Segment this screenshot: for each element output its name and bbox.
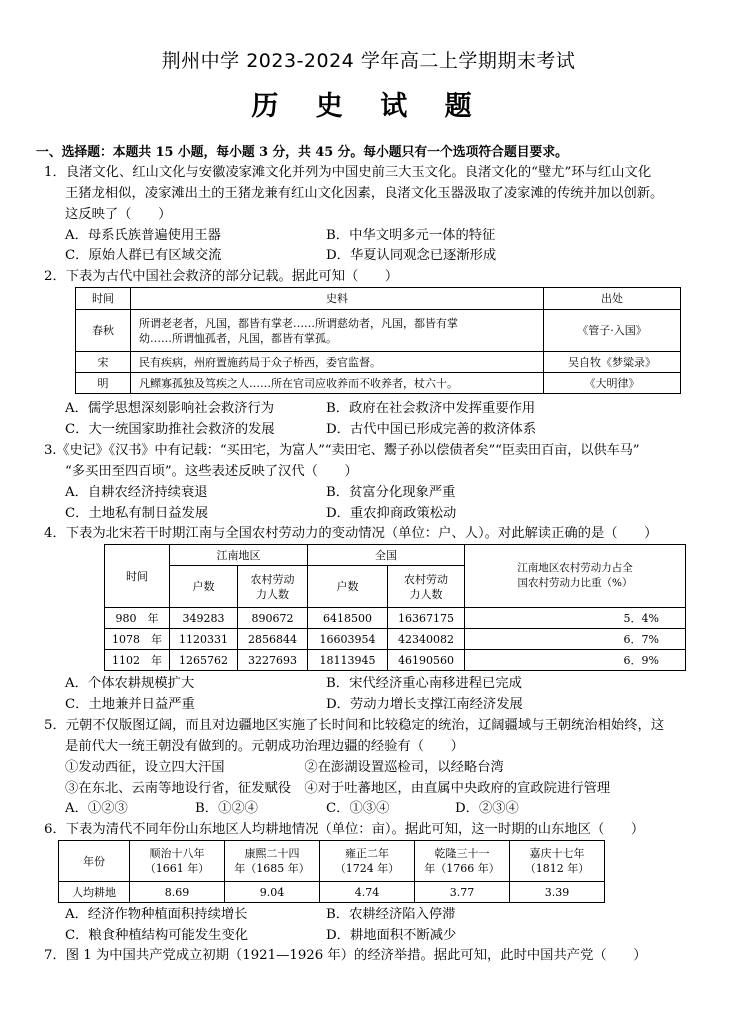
q4-cell-jn-labor: 2856844 [238, 629, 308, 650]
q5-option-b: B．①②④ [195, 801, 258, 816]
q6-value: 3.39 [510, 882, 605, 903]
q2-row-source: 吴自牧《梦粱录》 [544, 352, 681, 373]
q5-line-3: ①发动西征，设立四大汗国 ②在澎湖设置巡检司，以经略台湾 [65, 760, 504, 775]
q4-option-a: A．个体农耕规模扩大 [65, 676, 195, 691]
q4-cell-nat-households: 18113945 [308, 650, 388, 671]
q1-option-b: B．中华文明多元一体的特征 [326, 228, 496, 243]
q2-row-source: 《管子·入国》 [544, 310, 681, 352]
q2-row-text: 凡鳏寡孤独及笃疾之人……所在官司应收养而不收养者，杖六十。 [131, 373, 544, 394]
q2-header-origin: 出处 [544, 288, 681, 310]
q4-header-labor-line: 力人数 [256, 587, 289, 601]
q4-cell-jn-labor: 3227693 [238, 650, 308, 671]
q1-option-c: C．原始人群已有区域交流 [65, 248, 222, 263]
q4-header-jiangnan: 江南地区 [170, 545, 308, 566]
q4-cell-year: 1102 年 [105, 650, 170, 671]
section-heading: 一、选择题：本题共 15 小题，每小题 3 分，共 45 分。每小题只有一个选项符合题目要求。 [36, 145, 568, 160]
q4-option-b: B．宋代经济重心南移进程已完成 [326, 676, 522, 691]
q2-header-time: 时间 [76, 288, 131, 310]
q6-value: 9.04 [225, 882, 320, 903]
q4-option-d: D．劳动力增长支撑江南经济发展 [326, 697, 523, 712]
q3-option-b: B．贫富分化现象严重 [326, 485, 456, 500]
q2-option-b: B．政府在社会救济中发挥重要作用 [326, 401, 536, 416]
q4-row-1078 [105, 629, 686, 650]
q5-option-c: C．①③④ [326, 801, 390, 816]
q6-header-year-1 [130, 841, 225, 882]
q6-value: 3.77 [415, 882, 510, 903]
q6-reign-name: 顺治十八年 [149, 847, 205, 860]
q4-cell-jn-households: 1120331 [170, 629, 238, 650]
q4-header-time: 时间 [105, 545, 170, 608]
q6-option-b: B．农耕经济陷入停滞 [326, 907, 456, 922]
q1-line-3: 这反映了（ ） [65, 207, 172, 222]
q4-header-labor-line: 农村劳动 [404, 572, 448, 586]
q4-header-nation: 全国 [308, 545, 465, 566]
q4-header-ratio [465, 545, 686, 608]
q4-cell-year: 1078 年 [105, 629, 170, 650]
q4-cell-nat-labor: 46190560 [388, 650, 465, 671]
q4-header-jn-labor [238, 566, 308, 608]
q2-row-source: 《大明律》 [544, 373, 681, 394]
q4-cell-ratio: 6．7% [465, 629, 686, 650]
q6-ad-year: （1812 年） [524, 862, 590, 875]
q4-header-ratio-line: 江南地区农村劳动力占全 [517, 562, 633, 574]
q4-cell-jn-households: 1265762 [170, 650, 238, 671]
q6-option-c: C．粮食种植结构可能发生变化 [65, 928, 249, 943]
q5-option-a: A．①②③ [65, 801, 128, 816]
q4-stem: 4．下表为北宋若干时期江南与全国农村劳动力的变动情况（单位：户、人）。对此解读正确的是（ ） [44, 526, 658, 541]
q6-header-year-3 [320, 841, 415, 882]
q5-option-d: D．②③④ [455, 801, 519, 816]
q2-stem: 2．下表为古代中国社会救济的部分记载。据此可知（ ） [44, 269, 399, 284]
q1-option-d: D．华夏认同观念已逐渐形成 [326, 248, 497, 263]
q2-row-text-line: 所谓老老者，凡国，都皆有掌老……所谓慈幼者，凡国，都皆有掌 [139, 316, 458, 330]
q3-option-d: D．重农抑商政策松动 [326, 506, 457, 521]
q4-header-labor-line: 农村劳动 [250, 572, 295, 586]
q2-header-source-text: 史料 [131, 288, 544, 310]
q4-cell-nat-labor: 16367175 [388, 608, 465, 629]
q6-header-year-5 [510, 841, 605, 882]
q6-option-a: A．经济作物种植面积持续增长 [65, 907, 248, 922]
exam-title: 荆州中学 2023-2024 学年高二上学期期末考试 [161, 50, 576, 72]
q6-table [58, 840, 605, 903]
q3-line-2: “多买田至四百顷”。这些表述反映了汉代（ ） [65, 464, 358, 479]
q2-row-text-line: 幼……所谓恤孤者，凡国，都皆有掌孤。 [139, 331, 337, 345]
q2-table [75, 287, 681, 394]
q6-ad-year: （1661 年） [144, 862, 210, 875]
q4-header-jn-households: 户数 [170, 566, 238, 608]
q1-line-2: 王猪龙相似，凌家滩出土的王猪龙兼有红山文化因素，良渚文化玉器汲取了凌家滩的传统并加以创新。 [65, 186, 664, 201]
q4-cell-nat-households: 6418500 [308, 608, 388, 629]
q2-row-time: 明 [76, 373, 131, 394]
q4-table [104, 544, 686, 671]
q2-option-d: D．古代中国已形成完善的救济体系 [326, 422, 537, 437]
q6-header-year: 年份 [59, 841, 130, 882]
q4-cell-ratio: 6．9% [465, 650, 686, 671]
q5-line-2: 是前代大一统王朝没有做到的。元朝成功治理边疆的经验有（ ） [65, 739, 464, 754]
q4-header-labor-line: 力人数 [409, 587, 443, 601]
q2-option-a: A．儒学思想深刻影响社会救济行为 [65, 401, 275, 416]
q6-value: 4.74 [320, 882, 415, 903]
q6-stem: 6．下表为清代不同年份山东地区人均耕地情况（单位：亩）。据此可知，这一时期的山东地区（ ） [44, 822, 645, 837]
q6-option-d: D．耕地面积不断减少 [326, 928, 457, 943]
q2-option-c: C．大一统国家助推社会救济的发展 [65, 422, 275, 437]
q6-header-year-4 [415, 841, 510, 882]
q2-row-time: 春秋 [76, 310, 131, 352]
q6-header-year-2 [225, 841, 320, 882]
q6-ad-year: 年（1766 年） [424, 862, 500, 875]
q4-header-nat-households: 户数 [308, 566, 388, 608]
q2-row-text: 民有疾病，州府置施药局于众子桥西，委官监督。 [131, 352, 544, 373]
q4-row-980 [105, 608, 686, 629]
q4-row-1102 [105, 650, 686, 671]
q1-option-a: A．母系氏族普遍使用王器 [65, 228, 221, 243]
q4-cell-jn-labor: 890672 [238, 608, 308, 629]
q6-reign-name: 康熙二十四 [244, 847, 300, 860]
q5-line-1: 5．元朝不仅版图辽阔，而且对边疆地区实施了长时间和比较稳定的统治，辽阔疆域与王朝统治相始终，这 [44, 718, 665, 733]
q1-line-1: 1．良渚文化、红山文化与安徽凌家滩文化并列为中国史前三大玉文化。良渚文化的“璧尤”环与红山文化 [44, 165, 652, 180]
q6-value: 8.69 [130, 882, 225, 903]
q6-ad-year: （1724 年） [334, 862, 400, 875]
q4-header-ratio-line: 国农村劳动力比重（%） [517, 577, 633, 589]
q3-option-a: A．自耕农经济持续衰退 [65, 485, 208, 500]
q4-cell-ratio: 5．4% [465, 608, 686, 629]
q4-cell-jn-households: 349283 [170, 608, 238, 629]
q4-header-nat-labor [388, 566, 465, 608]
q4-cell-nat-labor: 42340082 [388, 629, 465, 650]
q2-row-time: 宋 [76, 352, 131, 373]
q6-reign-name: 雍正二年 [345, 847, 389, 860]
q2-row-text [131, 310, 544, 352]
q5-line-4: ③在东北、云南等地设行省，征发赋役 ④对于吐蕃地区，由直属中央政府的宣政院进行管理 [65, 781, 611, 796]
q6-reign-name: 嘉庆十七年 [529, 847, 585, 860]
q3-line-1: 3.《史记》《汉书》中有记载：“买田宅，为富人”“卖田宅、鬻子孙以偿债者矣”“臣卖田百亩，以供车马” [44, 443, 640, 458]
q6-row-label: 人均耕地 [59, 882, 130, 903]
q4-cell-year: 980 年 [105, 608, 170, 629]
q6-ad-year: 年（1685 年） [234, 862, 310, 875]
q4-option-c: C．土地兼并日益严重 [65, 697, 195, 712]
q7-stem: 7．图 1 为中国共产党成立初期（1921—1926 年）的经济举措。据此可知，此时中国共产党（ ） [44, 948, 647, 963]
subject-title: 历 史 试 题 [251, 91, 486, 122]
q6-reign-name: 乾隆三十一 [434, 847, 490, 860]
q3-option-c: C．土地私有制日益发展 [65, 506, 209, 521]
q4-cell-nat-households: 16603954 [308, 629, 388, 650]
